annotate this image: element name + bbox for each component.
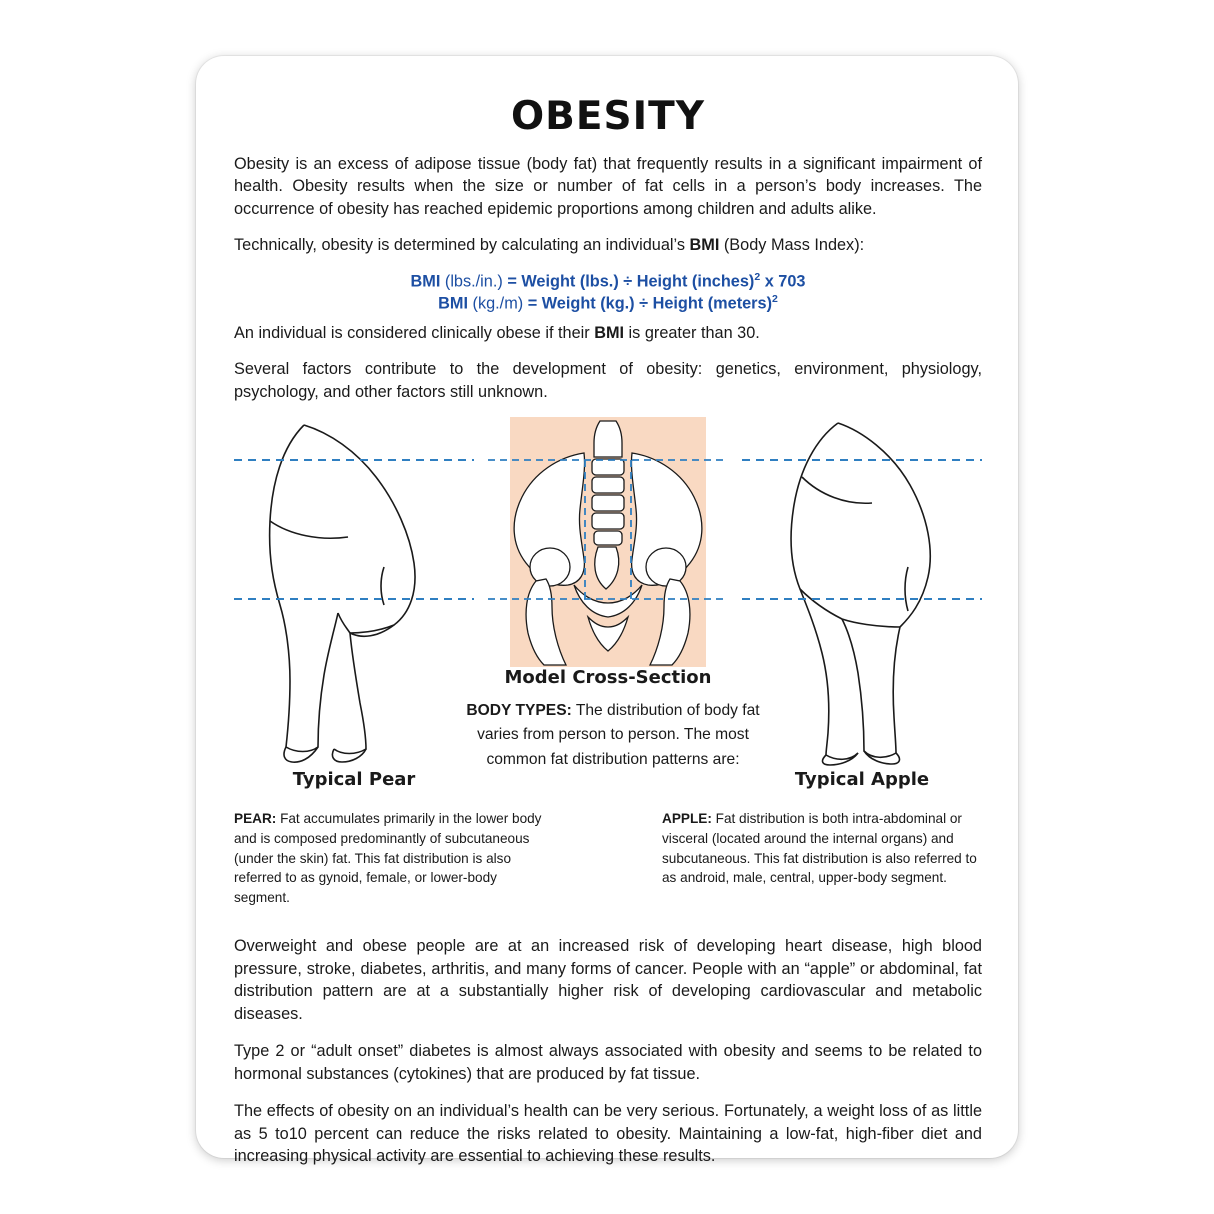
technically-paragraph bbox=[234, 234, 982, 256]
apple-caption: Typical Apple bbox=[794, 769, 930, 791]
apple-body-illustration bbox=[742, 417, 982, 767]
fat-distribution-columns bbox=[234, 809, 982, 919]
diabetes-paragraph: Type 2 or “adult onset” diabetes is almost always associated with obesity and seems to be related to hormonal substances (cytokines) that are produced by fat tissue. bbox=[234, 1042, 982, 1083]
clinical-threshold-paragraph bbox=[234, 322, 982, 344]
apple-description: Fat distribution is both intra-abdominal or visceral (located around the internal organs) and subcutaneous. This fat distribution is also referred to as android, male, central, upper-body segment. bbox=[662, 811, 977, 886]
bmi-units-2: (kg./m) bbox=[468, 294, 528, 313]
bmi-bold-2: BMI bbox=[594, 323, 625, 342]
bmi-exponent-1: 2 bbox=[754, 270, 761, 283]
pear-caption: Typical Pear bbox=[292, 769, 416, 791]
effects-paragraph: The effects of obesity on an individual’s health can be very serious. Fortunately, a weight loss of as little as 5 to10 percent can reduce the risks related to obesity. Maintaining a low-fat, high-fiber diet and increasing physical activity are essential to achieving these results. bbox=[234, 1102, 982, 1166]
apple-label: APPLE: bbox=[662, 811, 712, 827]
figures-region bbox=[234, 417, 982, 807]
clinical-tail: is greater than 30. bbox=[624, 323, 760, 342]
page-title: OBESITY bbox=[511, 94, 705, 139]
bmi-formula-metric bbox=[234, 293, 982, 313]
cross-section-caption: Model Cross-Section bbox=[504, 667, 712, 689]
pelvis-cross-section-illustration bbox=[488, 417, 728, 667]
bmi-bold-1: BMI bbox=[689, 236, 720, 255]
bmi-label-1: BMI bbox=[410, 272, 441, 291]
technically-lead: Technically, obesity is determined by calculating an individual’s bbox=[234, 236, 690, 255]
body-types-label: BODY TYPES: bbox=[466, 702, 572, 720]
bmi-formula-imperial bbox=[234, 271, 982, 291]
bmi-equation-2: = Weight (kg.) ÷ Height (meters) bbox=[527, 294, 772, 313]
pear-label: PEAR: bbox=[234, 811, 277, 827]
technically-tail: (Body Mass Index): bbox=[719, 236, 865, 255]
bmi-units-1: (lbs./in.) bbox=[440, 272, 508, 291]
obesity-info-card bbox=[196, 56, 1018, 1166]
apple-description-block bbox=[662, 809, 982, 888]
closing-paragraphs bbox=[234, 935, 982, 1167]
intro-paragraph: Obesity is an excess of adipose tissue (body fat) that frequently results in a significant impairment of health. Obesity results when the size or number of fat cells in a person’s body increases. The occurrence of obesity has reached epidemic proportions among children and adults alike. bbox=[234, 155, 982, 218]
bmi-exponent-2: 2 bbox=[772, 293, 778, 306]
clinical-lead: An individual is considered clinically obese if their bbox=[234, 323, 595, 342]
body-types-description: The distribution of body fat varies from person to person. The most common fat distribution patterns are: bbox=[477, 702, 760, 768]
pear-body-illustration bbox=[234, 417, 474, 767]
risk-paragraph: Overweight and obese people are at an increased risk of developing heart disease, high blood pressure, stroke, diabetes, arthritis, and many forms of cancer. People with an “apple” or abdominal, fat distribution pattern are at a substantially higher risk of developing cardiovascular and metabolic diseases. bbox=[234, 937, 982, 1023]
card-content bbox=[234, 82, 982, 1166]
bmi-tail-1: x 703 bbox=[760, 272, 806, 291]
bmi-label-2: BMI bbox=[438, 294, 468, 313]
bmi-equation-1: = Weight (lbs.) ÷ Height (inches) bbox=[507, 272, 755, 291]
body-types-text bbox=[448, 699, 778, 771]
pear-description: Fat accumulates primarily in the lower body and is composed predominantly of subcutaneous (under the skin) fat. This fat distribution is also referred to as gynoid, female, or lower-body segment. bbox=[234, 811, 542, 906]
factors-paragraph: Several factors contribute to the development of obesity: genetics, environment, physiology, psychology, and other factors still unknown. bbox=[234, 360, 982, 401]
pear-description-block bbox=[234, 809, 554, 908]
